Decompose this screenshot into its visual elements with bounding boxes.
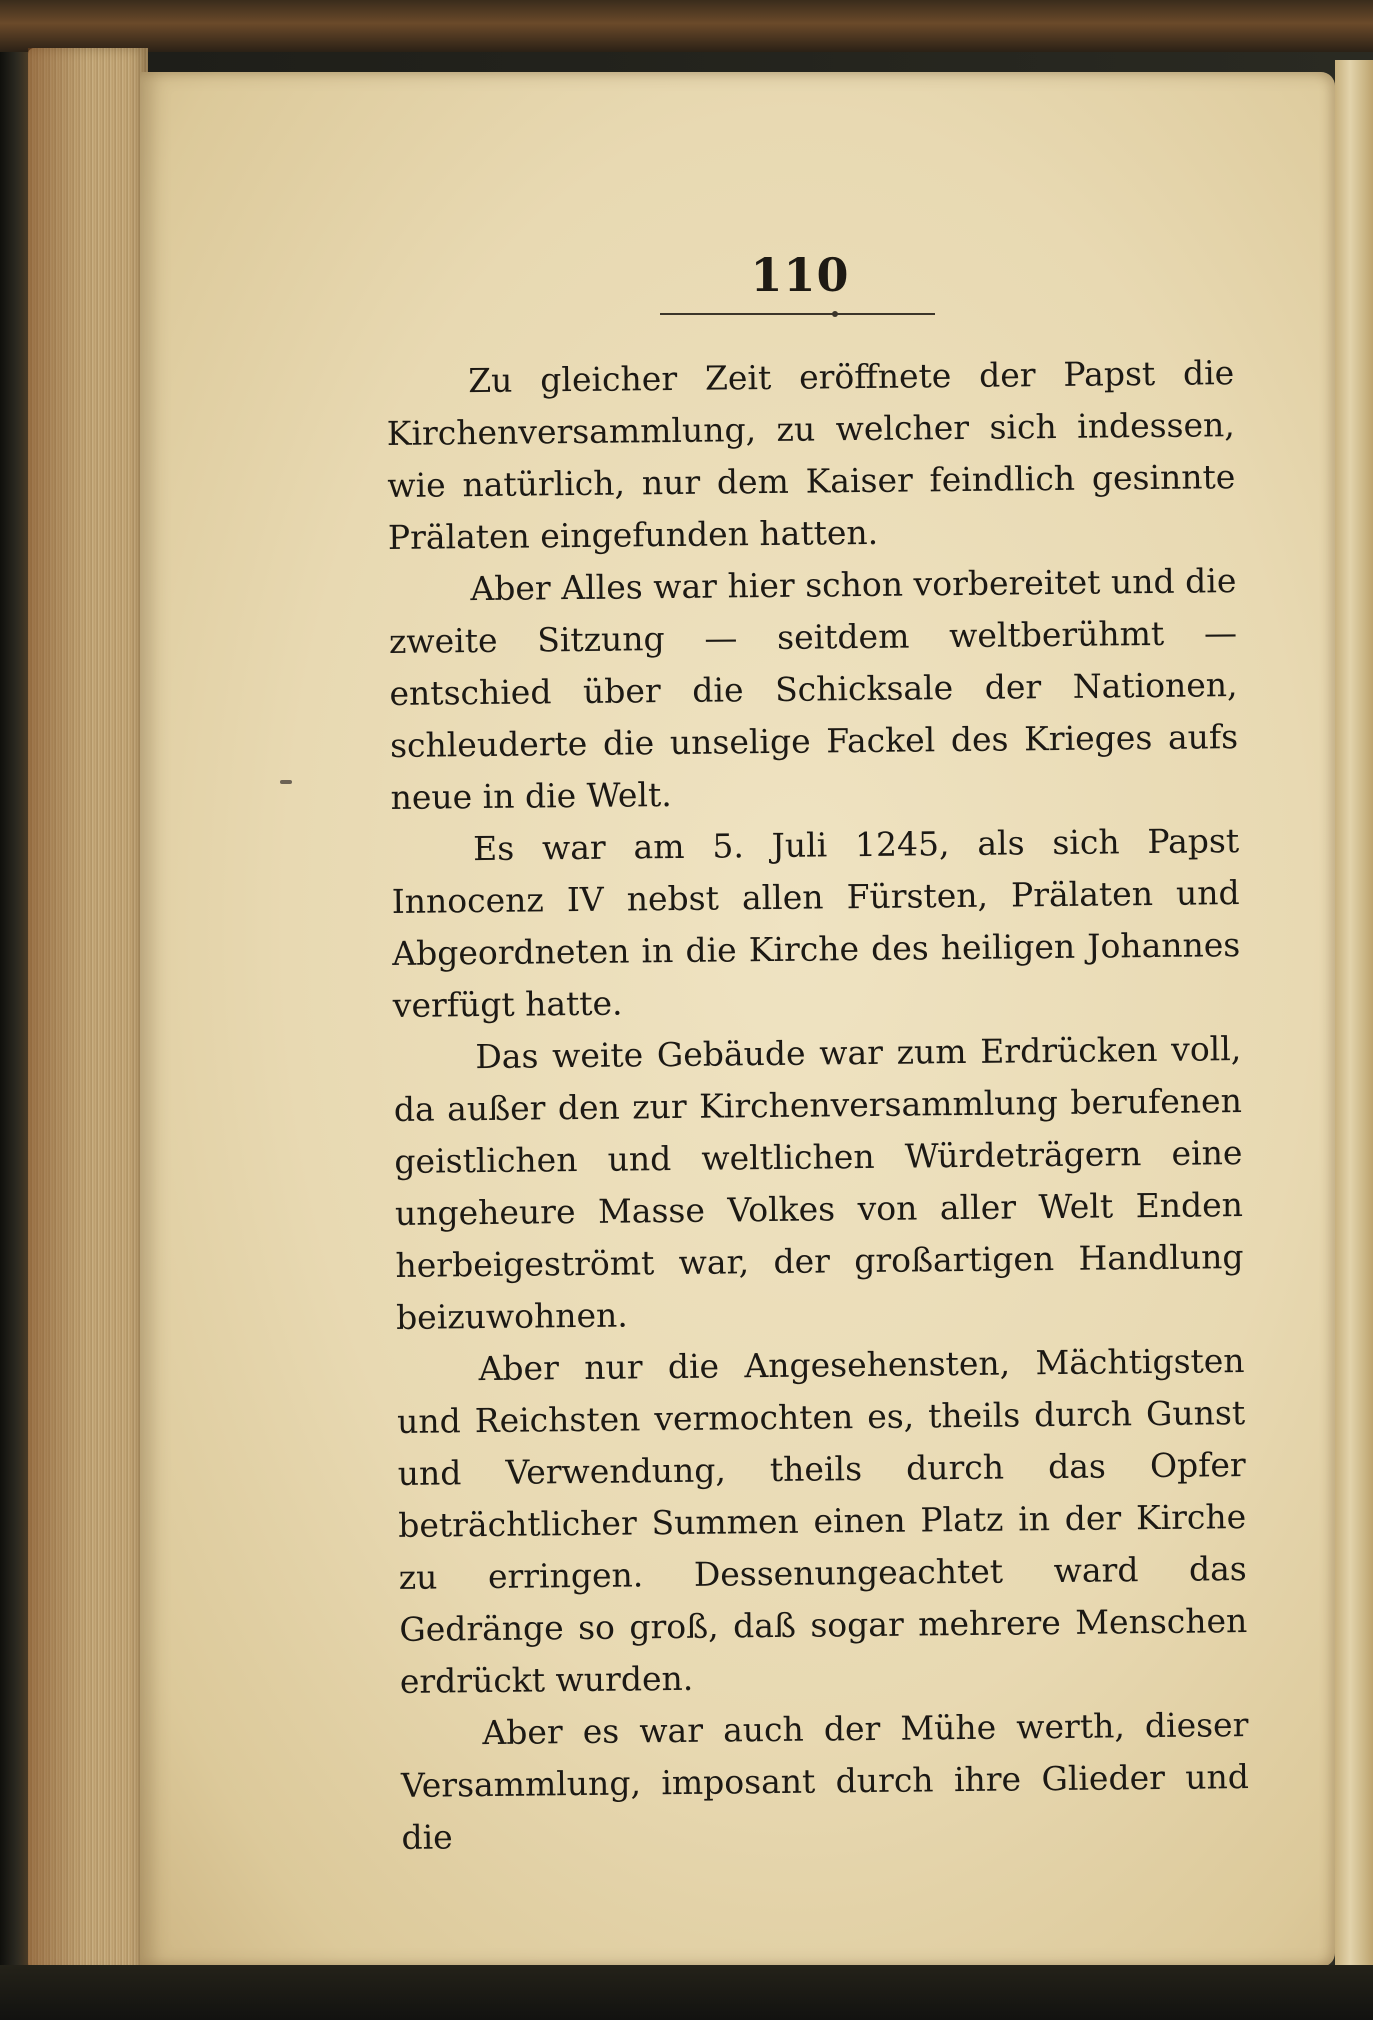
header-rule-dot [832,311,838,317]
paragraph: Das weite Gebäude war zum Erdrücken voll, da außer den zur Kirchenversammlung berufenen geistlichen und weltlichen Würdeträgern eine ungeheure Masse Volkes von aller Welt Enden herbeigeströmt war, der großartigen Handlung beizuwohnen. [393,1029,1244,1337]
paragraph: Aber Alles war hier schon vorbereitet und die zweite Sitzung — seitdem weltberühmt — entschied über die Schicksale der Nationen, schleuderte die unselige Fackel des Krieges aufs neue in die Welt. [388,561,1239,817]
book-cover-left [0,0,28,2020]
ink-mark [280,780,292,784]
paragraph: Aber nur die Angesehensten, Mächtigsten und Reichsten vermochten es, theils durch Gunst und Verwendung, theils durch das Opfer beträchtlicher Summen einen Platz in der Kirche zu erringen. Dessenungeachtet ward das Gedränge so groß, daß sogar mehrere Menschen erdrückt wurden. [396,1341,1248,1701]
book-cover-top [0,0,1373,52]
page-number: 110 [750,248,850,302]
paragraph: Zu gleicher Zeit eröffnete der Papst die Kirchenversammlung, zu welcher sich indessen, wie natürlich, nur dem Kaiser feindlich gesinnte Prälaten eingefunden hatten. [386,353,1236,557]
paragraph: Aber es war auch der Mühe werth, dieser Versammlung, imposant durch ihre Glieder und die [400,1705,1250,1857]
facing-page-edge [1335,60,1373,1980]
edge-stain [28,48,88,1973]
paragraph: Es war am 5. Juli 1245, als sich Papst Innocenz IV nebst allen Fürsten, Prälaten und Abgeordneten in die Kirche des heiligen Johannes verfügt hatte. [391,821,1241,1025]
body-text [386,347,1250,1864]
header-rule [660,313,935,315]
book-cover-bottom [0,1965,1373,2020]
